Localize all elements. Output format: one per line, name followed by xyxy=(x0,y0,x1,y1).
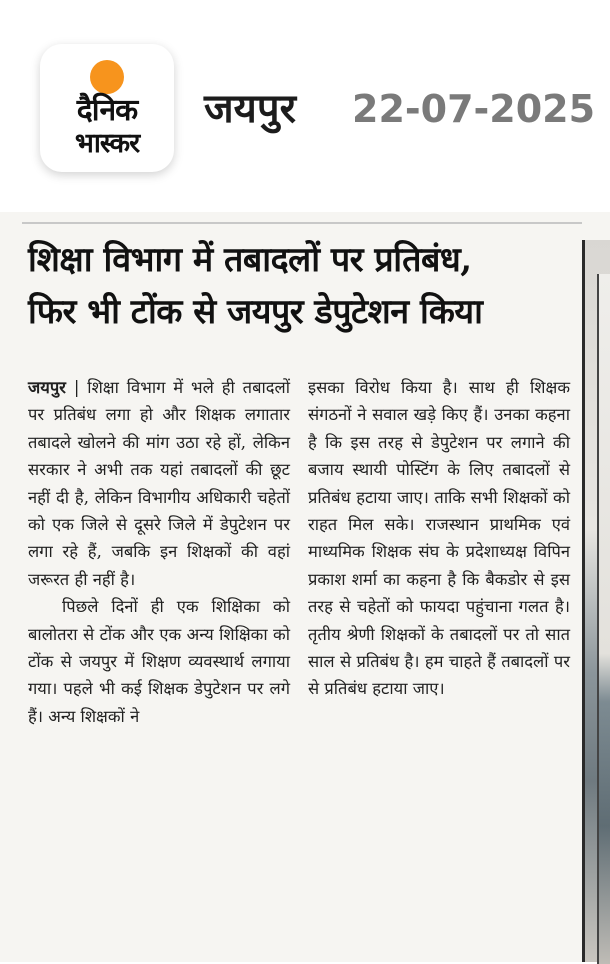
adjacent-clipping-edge xyxy=(582,240,610,962)
headline-line-2: फिर भी टोंक से जयपुर डेपुटेशन किया xyxy=(28,292,483,332)
adjacent-photo-edge xyxy=(597,274,610,964)
top-rule xyxy=(22,222,582,224)
paragraph-text: शिक्षा विभाग में भले ही तबादलों पर प्रतिबंध लगा हो और शिक्षक लगातार तबादले खोलने की मांग उठा रहे हों, लेकिन सरकार ने अभी तक यहां तबादलों की छूट नहीं दी है, लेकिन विभागीय अधिकारी चहेतों को एक जिले से दूसरे जिले में डेपुटेशन पर लगा रहे हैं, जबकि इन शिक्षकों की वहां जरूरत ही नहीं है। xyxy=(28,378,290,589)
news-clipping xyxy=(0,212,610,962)
logo-text-line1: दैनिक xyxy=(76,93,138,128)
dateline: जयपुर xyxy=(28,378,66,397)
logo-text-line2: भास्कर xyxy=(74,128,140,159)
edition-date: 22-07-2025 xyxy=(352,87,596,131)
paragraph: इसका विरोध किया है। साथ ही शिक्षक संगठनों ने सवाल खड़े किए हैं। उनका कहना है कि इस तरह से डेपुटेशन पर लगाने की बजाय स्थायी पोस्टिंग के लिए तबादलों से प्रतिबंध हटाया जाए। ताकि सभी शिक्षकों को राहत मिल सके। राजस्थान प्राथमिक एवं माध्यमिक शिक्षक संघ के प्रदेशाध्यक्ष विपिन प्रकाश शर्मा का कहना है कि बैकडोर से इस तरह से चहेतों को फायदा पहुंचाना गलत है। तृतीय श्रेणी शिक्षकों के तबादलों पर तो सात साल से प्रतिबंध है। हम चाहते हैं तबादलों पर से प्रतिबंध हटाया जाए। xyxy=(308,378,570,699)
paragraph: पिछले दिनों ही एक शिक्षिका को बालोतरा से टोंक और एक अन्य शिक्षिका को टोंक से जयपुर में शिक्षण व्यवस्थार्थ लगाया गया। पहले भी कई शिक्षक डेपुटेशन पर लगे हैं। अन्य शिक्षकों ने xyxy=(28,597,290,726)
article-column-right xyxy=(308,374,570,703)
headline xyxy=(28,234,580,338)
paragraph: जयपुर | शिक्षा विभाग में भले ही तबादलों पर प्रतिबंध लगा हो और शिक्षक लगातार तबादले खोलने की मांग उठा रहे हों, लेकिन सरकार ने अभी तक यहां तबादलों की छूट नहीं दी है, लेकिन विभागीय अधिकारी चहेतों को एक जिले से दूसरे जिले में डेपुटेशन पर लगा रहे हैं, जबकि इन शिक्षकों की वहां जरूरत ही नहीं है। xyxy=(28,378,290,589)
edition-city: जयपुर xyxy=(204,86,296,132)
sun-icon xyxy=(90,60,124,94)
newspaper-logo xyxy=(40,44,174,172)
article-column-left xyxy=(28,374,290,730)
headline-line-1: शिक्षा विभाग में तबादलों पर प्रतिबंध, xyxy=(28,240,472,280)
